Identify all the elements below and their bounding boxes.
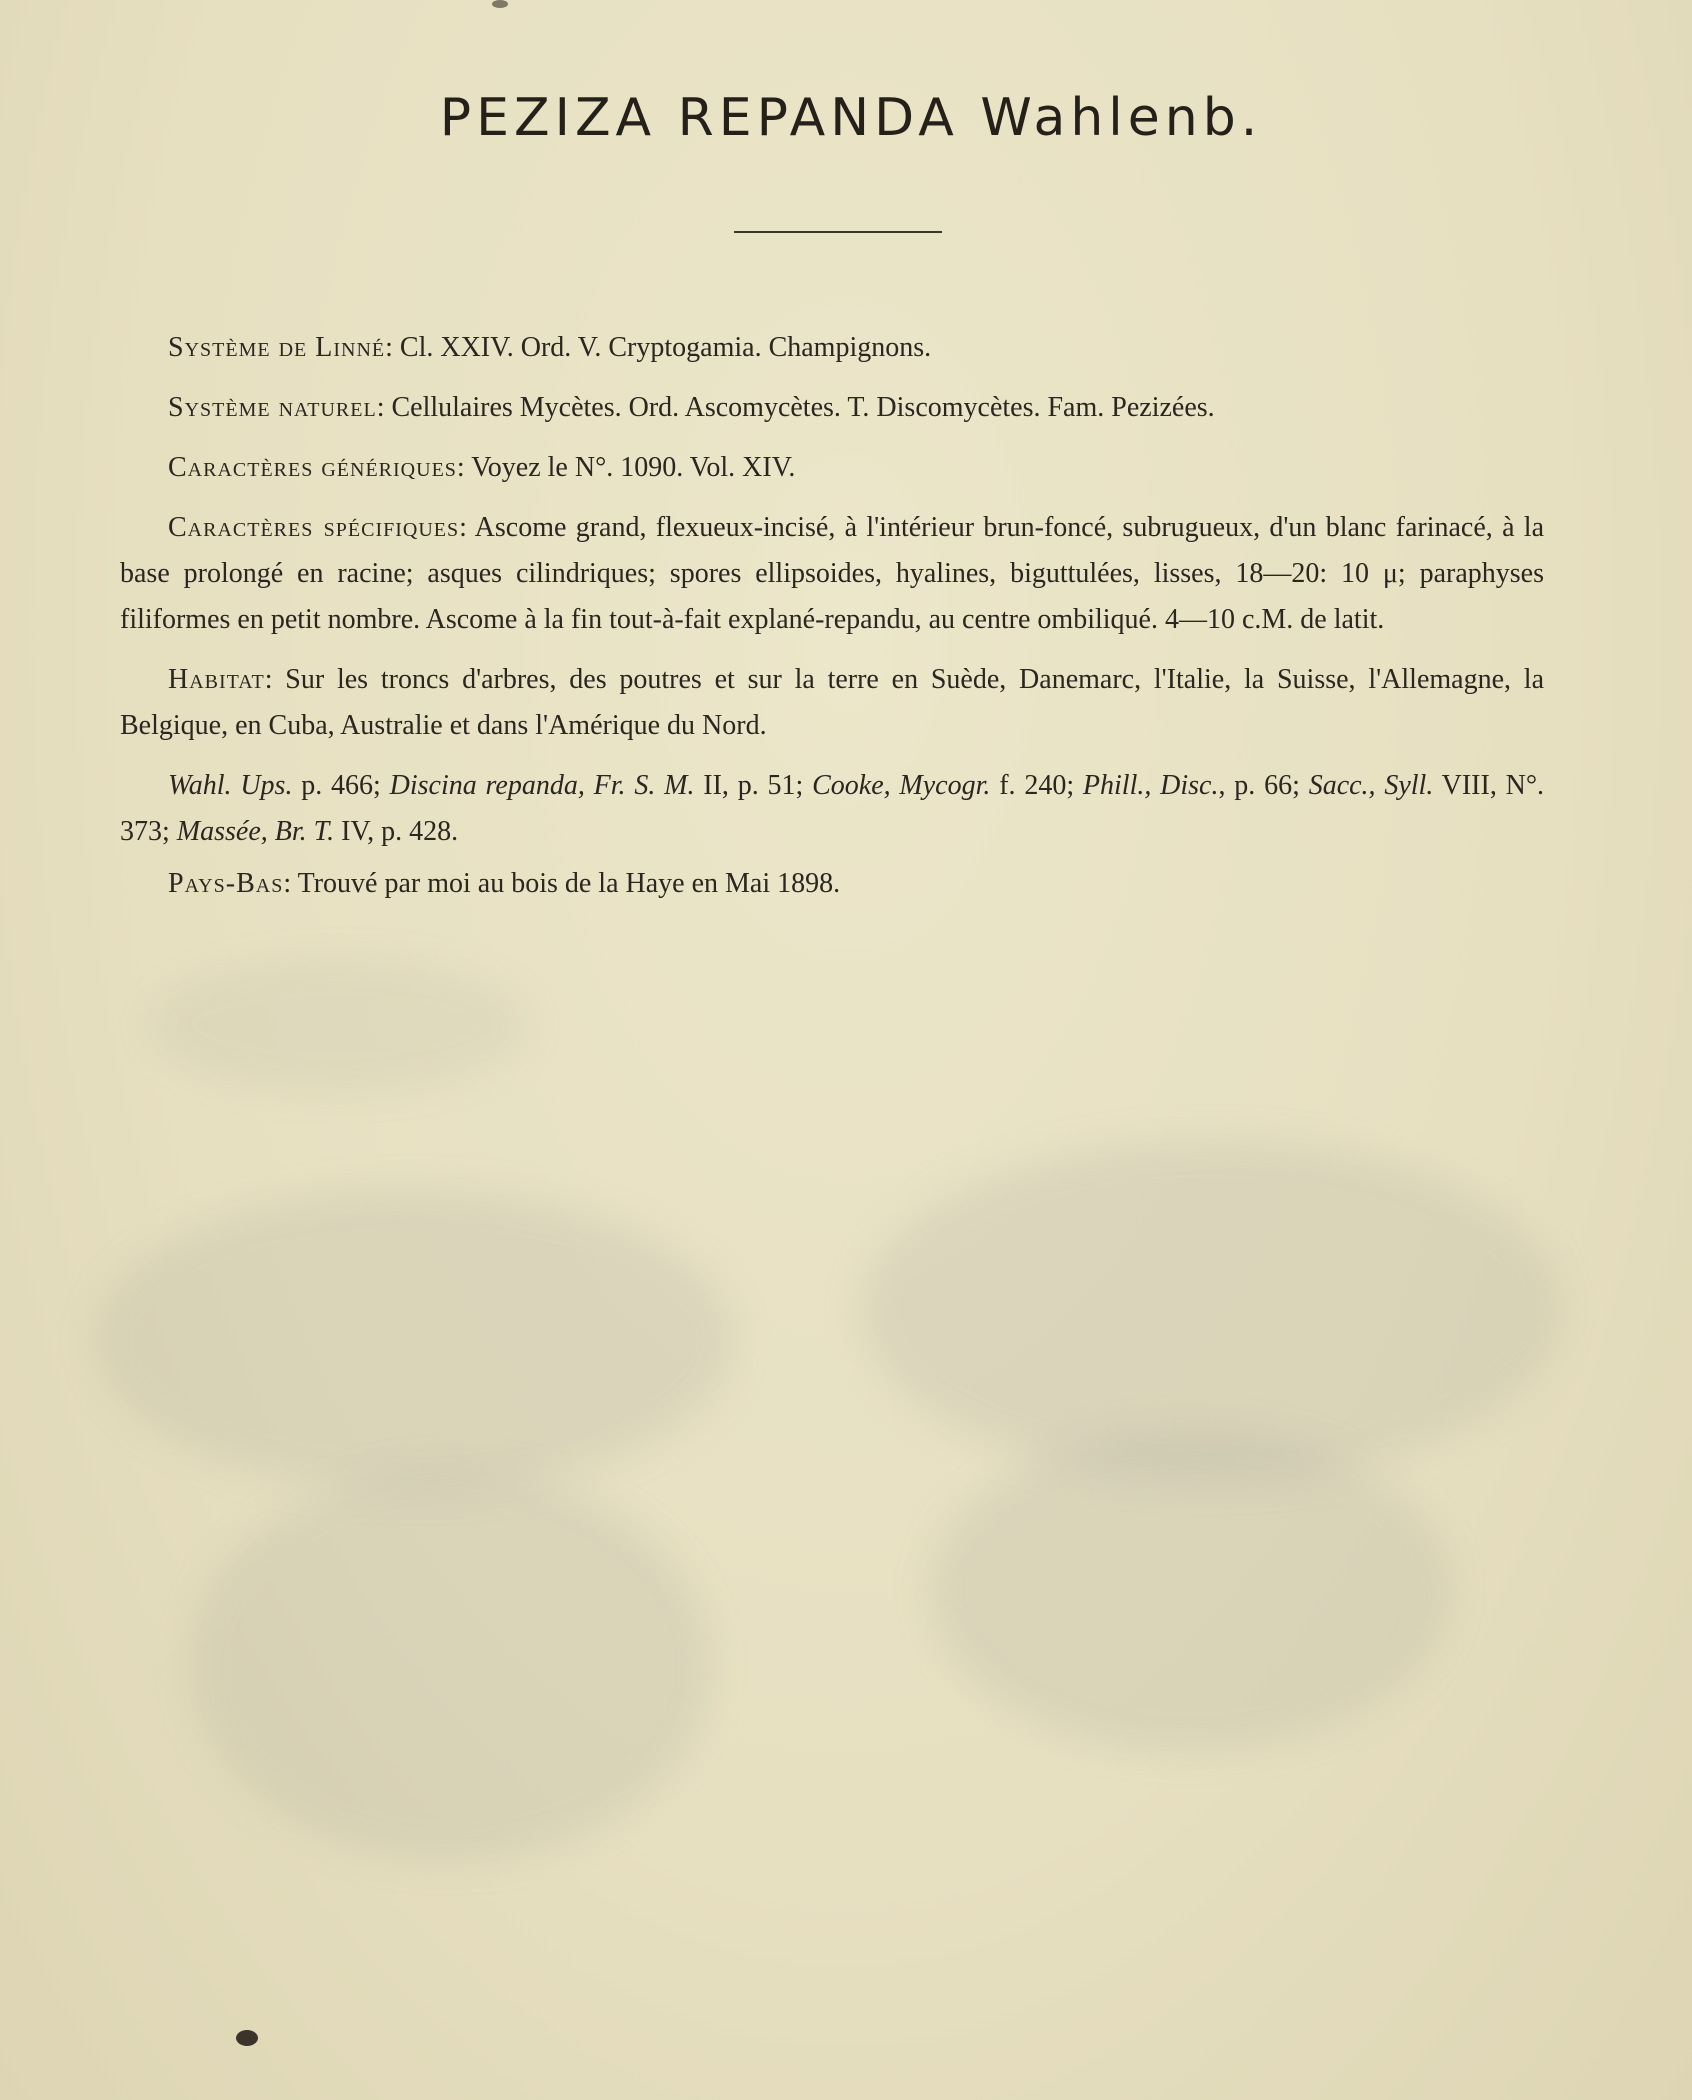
ref-sacc-page: VIII, N°. 373; [120,770,1545,847]
ref-massee: Massée, Br. T. [176,816,335,847]
habitat-paragraph: Habitat: Sur les troncs d'arbres, des poutres et sur la terre en Suède, Danemarc, l'Italie, la Suisse, l'Allemagne, la Belgique, en Cuba, Australie et dans l'Amérique du Nord. [120,664,1544,741]
habitat-text: Sur les troncs d'arbres, des poutres et sur la terre en Suède, Danemarc, l'Italie, la Suisse, l'Allemagne, la Belgique, en Cuba, Australie et dans l'Amérique du Nord. [120,664,1544,741]
specifiques-label: Caractères spécifiques [168,512,460,543]
naturel-label: Système naturel [168,392,377,423]
naturel-paragraph: Système naturel: Cellulaires Mycètes. Ord. Ascomycètes. T. Discomycètes. Fam. Pezizées. [168,392,1215,423]
specifiques-text: Ascome grand, flexueux-incisé, à l'intérieur brun-foncé, subrugueux, d'un blanc farinacé, à la base prolongé en racine; asques cilindriques; spores ellipsoides, hyalines, biguttulées, lisses, 18—20: 10 μ; paraphyses filiformes en petit nombre. Ascome à la fin tout-à-fait explané-repandu, au centre ombiliqué. 4—10 c.M. de latit. [120,512,1545,635]
references-paragraph [120,763,1544,855]
ref-phill-page: , p. 66; [1218,770,1309,801]
linne-text: Cl. XXIV. Ord. V. Cryptogamia. Champignons. [399,332,932,363]
paysbas-paragraph: Pays-Bas: Trouvé par moi au bois de la Haye en Mai 1898. [168,868,841,899]
ref-massee-page: IV, p. 428. [334,816,459,847]
description-body [120,325,1544,921]
bleed-through-stain [95,1190,735,1490]
bleed-through-stain [150,960,530,1090]
ref-discina-page: II, p. 51; [694,770,813,801]
ref-cooke: Cooke, Mycogr. [812,770,991,801]
ref-wahl-page: p. 466; [292,770,390,801]
ref-discina: Discina repanda, Fr. S. M. [389,770,695,801]
page-title: PEZIZA REPANDA Wahlenb. [439,88,1263,148]
generiques-paragraph: Caractères génériques: Voyez le N°. 1090. Vol. XIV. [168,452,796,483]
ink-spot [492,0,508,8]
bleed-through-stain [930,1430,1450,1750]
paysbas-label: Pays-Bas [168,868,284,899]
ref-sacc: Sacc., Syll. [1308,770,1434,801]
linne-label: Système de Linné [168,332,386,363]
ref-phill: Phill., Disc. [1082,770,1219,801]
bleed-through-stain [190,1470,710,1860]
ink-spot [236,2030,258,2046]
specifiques-paragraph: Caractères spécifiques: Ascome grand, flexueux-incisé, à l'intérieur brun-foncé, subrugueux, d'un blanc farinacé, à la base prolongé en racine; asques cilindriques; spores ellipsoides, hyalines, biguttulées, lisses, 18—20: 10 μ; paraphyses filiformes en petit nombre. Ascome à la fin tout-à-fait explané-repandu, au centre ombiliqué. 4—10 c.M. de latit. [120,512,1545,635]
ref-cooke-page: f. 240; [990,770,1083,801]
bleed-through-stain [860,1140,1560,1480]
habitat-label: Habitat [168,664,265,695]
naturel-text: Cellulaires Mycètes. Ord. Ascomycètes. T. Discomycètes. Fam. Pezizées. [391,392,1215,423]
title-rule [734,231,942,233]
linne-paragraph: Système de Linné: Cl. XXIV. Ord. V. Cryptogamia. Champignons. [168,332,932,363]
ref-wahl: Wahl. Ups. [168,770,293,801]
paysbas-text: Trouvé par moi au bois de la Haye en Mai 1898. [297,868,841,899]
generiques-text: Voyez le N°. 1090. Vol. XIV. [471,452,796,483]
generiques-label: Caractères génériques [168,452,457,483]
